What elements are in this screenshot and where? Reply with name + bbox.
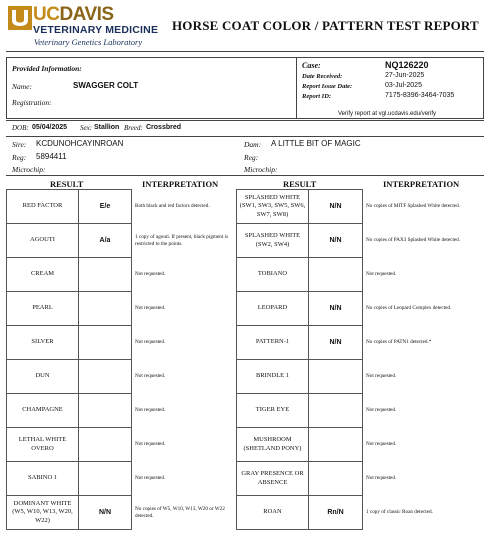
interpretation-text: 1 copy of classic Roan detected. (366, 509, 433, 516)
genotype-result: N/N (309, 292, 363, 326)
trait-name: SPLASHED WHITE (SW2, SW4) (237, 224, 309, 258)
results-divider (6, 175, 484, 176)
right-result-header: RESULT (283, 179, 317, 189)
table-row (7, 360, 245, 394)
dob-label: DOB: (12, 124, 29, 132)
dam-reg-label: Reg: (244, 153, 259, 162)
interpretation-text: No copies of PAX3 Splashed White detected. (366, 237, 461, 244)
table-row (237, 190, 487, 224)
genotype-result (79, 326, 132, 360)
trait-name: LETHAL WHITE OVERO (7, 428, 79, 462)
ucdavis-logo-icon (8, 6, 32, 30)
table-row (237, 326, 487, 360)
breed-label: Breed: (124, 124, 143, 132)
genotype-result (309, 360, 363, 394)
interpretation-text: Not requested. (135, 373, 166, 380)
logo-uc: UC (33, 4, 60, 25)
trait-name: DOMINANT WHITE (W5, W10, W13, W20, W22) (7, 496, 79, 530)
genotype-result (309, 394, 363, 428)
table-row (7, 224, 245, 258)
animal-details-row (6, 122, 484, 134)
genotype-result (79, 258, 132, 292)
interpretation-text: Not requested. (135, 441, 166, 448)
report-id-value: 7175-8396-3464-7035 (385, 92, 455, 99)
breed-value: Crossbred (146, 124, 182, 131)
trait-name: SILVER (7, 326, 79, 360)
sire-reg-row (12, 152, 67, 162)
genotype-result (309, 428, 363, 462)
genotype-result: N/N (309, 190, 363, 224)
interpretation-text: No copies of W5, W10, W13, W20 or W22 detected. (135, 505, 225, 519)
trait-name: ROAN (237, 496, 309, 530)
genotype-result (79, 394, 132, 428)
header-divider (6, 51, 484, 52)
name-value: SWAGGER COLT (73, 81, 139, 90)
report-id-label: Report ID: (302, 93, 332, 100)
sire-reg-label: Reg: (12, 153, 27, 162)
sire-microchip-label: Microchip: (12, 165, 46, 174)
table-row (7, 394, 245, 428)
report-title: HORSE COAT COLOR / PATTERN TEST REPORT (172, 18, 479, 33)
table-row (237, 224, 487, 258)
interpretation-text: No copies of PATN1 detected.* (366, 339, 432, 346)
table-row (237, 428, 487, 462)
interpretation-text: Not requested. (135, 475, 166, 482)
trait-name: TIGER EYE (237, 394, 309, 428)
genotype-result (79, 462, 132, 496)
interpretation-text: Not requested. (366, 271, 397, 278)
report-header (8, 6, 484, 46)
interpretation-text: Both black and red factors detected. (135, 203, 210, 210)
trait-name: TOBIANO (237, 258, 309, 292)
trait-name: MUSHROOM (SHETLAND PONY) (237, 428, 309, 462)
dob-value: 05/04/2025 (32, 124, 68, 131)
trait-name: PATTERN-1 (237, 326, 309, 360)
left-results-table (6, 189, 245, 530)
dam-reg-row (244, 153, 258, 162)
genotype-result: A/a (79, 224, 132, 258)
genotype-result (309, 462, 363, 496)
trait-name: GRAY PRESENCE OR ABSENCE (237, 462, 309, 496)
sex-label: Sex: (80, 124, 93, 132)
genotype-result (79, 292, 132, 326)
table-row (237, 496, 487, 530)
table-row (237, 292, 487, 326)
table-row (7, 190, 245, 224)
trait-name: AGOUTI (7, 224, 79, 258)
table-row (7, 258, 245, 292)
table-row (7, 428, 245, 462)
case-label: Case: (302, 61, 321, 70)
interpretation-text: Not requested. (135, 407, 166, 414)
issue-date-label: Report Issue Date: (302, 83, 353, 90)
interpretation-text: Not requested. (366, 373, 397, 380)
trait-name: LEOPARD (237, 292, 309, 326)
issue-date-value: 03-Jul-2025 (385, 82, 422, 89)
interpretation-text: Not requested. (366, 441, 397, 448)
trait-name: SPLASHED WHITE (SW1, SW3, SW5, SW6, SW7, SW8) (237, 190, 309, 224)
sire-reg-value: 5894411 (36, 152, 67, 161)
trait-name: CHAMPAGNE (7, 394, 79, 428)
genotype-result: E/e (79, 190, 132, 224)
table-row (237, 360, 487, 394)
left-interpretation-header: INTERPRETATION (142, 179, 219, 189)
right-results-table (236, 189, 487, 530)
interpretation-text: No copies of MITF Splashed White detected. (366, 203, 460, 210)
table-row (7, 292, 245, 326)
genotype-result: N/N (309, 224, 363, 258)
interpretation-text: Not requested. (366, 475, 397, 482)
logo-lab-name: Veterinary Genetics Laboratory (34, 37, 143, 47)
sire-name-row (12, 139, 124, 149)
interpretation-text: 1 copy of agouti. If present, black pigment is restricted to the points. (135, 233, 229, 247)
date-received-label: Date Received: (302, 73, 343, 80)
logo-wordmark (33, 4, 114, 26)
trait-name: DUN (7, 360, 79, 394)
case-value: NQ126220 (385, 60, 429, 70)
left-result-header: RESULT (50, 179, 84, 189)
sire-label: Sire: (12, 140, 27, 149)
table-row (7, 462, 245, 496)
trait-name: CREAM (7, 258, 79, 292)
logo-davis: DAVIS (59, 4, 114, 25)
sire-value: KCDUNOHCAYINROAN (36, 139, 124, 148)
name-label: Name: (12, 82, 32, 91)
date-received-value: 27-Jun-2025 (385, 72, 425, 79)
table-row (7, 496, 245, 530)
parent-divider (6, 136, 484, 137)
genotype-result (79, 428, 132, 462)
trait-name: RED FACTOR (7, 190, 79, 224)
table-row (237, 394, 487, 428)
right-interpretation-header: INTERPRETATION (383, 179, 460, 189)
interpretation-text: No copies of Leopard Complex detected. (366, 305, 452, 312)
table-row (7, 326, 245, 360)
table-row (237, 462, 487, 496)
trait-name: BRINDLE 1 (237, 360, 309, 394)
provided-info-label: Provided Information: (12, 64, 82, 73)
provided-info-box (6, 57, 484, 119)
interpretation-text: Not requested. (135, 271, 166, 278)
interpretation-text: Not requested. (366, 407, 397, 414)
interpretation-text: Not requested. (135, 339, 166, 346)
provided-info-panel (7, 58, 297, 118)
info-divider (6, 120, 484, 121)
registration-label: Registration: (12, 98, 52, 107)
genotype-result (309, 258, 363, 292)
dam-microchip-row (244, 165, 277, 174)
table-row (237, 258, 487, 292)
verify-link[interactable]: Verify report at vgl.ucdavis.edu/verify (338, 111, 437, 117)
sire-microchip-row (12, 165, 45, 174)
logo-school-name: VETERINARY MEDICINE (33, 24, 159, 36)
genotype-result: N/N (309, 326, 363, 360)
genotype-result (79, 360, 132, 394)
genotype-result: Rn/N (309, 496, 363, 530)
dam-name-row (244, 139, 361, 149)
genotype-result: N/N (79, 496, 132, 530)
trait-name: SABINO 1 (7, 462, 79, 496)
dam-label: Dam: (244, 140, 262, 149)
interpretation-text: Not requested. (135, 305, 166, 312)
trait-name: PEARL (7, 292, 79, 326)
dam-value: A LITTLE BIT OF MAGIC (271, 139, 361, 148)
dam-microchip-label: Microchip: (244, 165, 278, 174)
sex-value: Stallion (94, 124, 120, 131)
